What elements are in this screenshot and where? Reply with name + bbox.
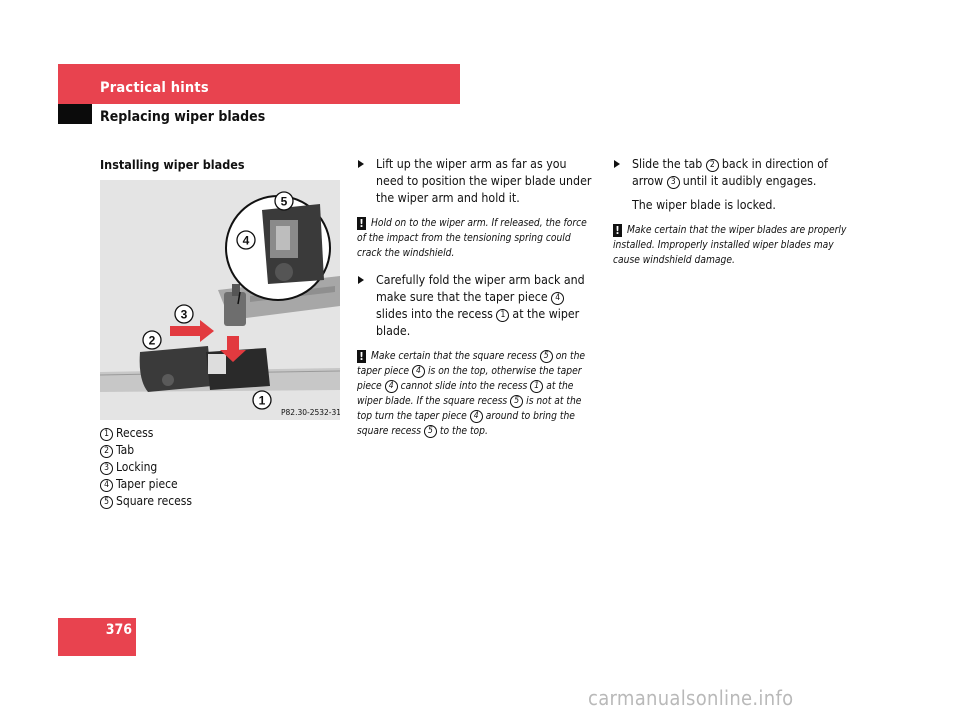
svg-text:5: 5 — [280, 194, 288, 209]
callout-2 — [143, 331, 161, 349]
figure-code: P82.30-2532-31 — [281, 408, 340, 417]
svg-text:4: 4 — [242, 233, 250, 248]
legend-item: 2 Tab — [100, 442, 192, 459]
warning-note-2: ! Make certain that the square recess 5 on the taper piece 4 is on the top, otherwise the taper piece 4 cannot slide into the recess 1 at the wiper blade. If the square recess 5 is not at the top turn the taper piece 4 around to bring the square recess 5 to the top. — [357, 350, 586, 437]
step-arrow-icon — [614, 160, 620, 168]
result-text: The wiper blade is locked. — [632, 198, 776, 212]
watermark: carmanualsonline.info — [588, 686, 794, 710]
callout-4 — [237, 231, 255, 249]
callout-5 — [275, 192, 293, 210]
step-slide-tab: Slide the tab 2 back in direction of arrow 3 until it audibly engages. — [613, 156, 857, 190]
wiper-illustration — [100, 180, 340, 420]
warning-note-1: ! Hold on to the wiper arm. If released, the force of the impact from the tensioning spring could crack the windshield. — [357, 217, 587, 259]
step-fold-arm: Carefully fold the wiper arm back and make sure that the taper piece 4slides into the recess 1 at the wiper blade. — [357, 272, 597, 340]
legend-item: 1 Recess — [100, 425, 192, 442]
callout-1 — [253, 391, 271, 409]
column-3 — [613, 156, 857, 268]
svg-text:1: 1 — [258, 393, 266, 408]
callout-3 — [175, 305, 193, 323]
section-subtitle: Replacing wiper blades — [100, 109, 266, 125]
header-tab-marker — [58, 104, 92, 124]
svg-text:2: 2 — [148, 333, 156, 348]
installing-title: Installing wiper blades — [100, 157, 245, 172]
page-number: 376 — [105, 622, 132, 638]
exclamation-icon: ! — [613, 224, 622, 237]
column-2 — [357, 156, 597, 439]
step-arrow-icon — [358, 160, 364, 168]
step-lift-arm: Lift up the wiper arm as far as you need to position the wiper blade under the wiper arm and hold it. — [357, 156, 597, 207]
exclamation-icon: ! — [357, 350, 366, 363]
svg-text:3: 3 — [180, 307, 188, 322]
wiper-figure — [100, 180, 340, 420]
warning-note-3: ! Make certain that the wiper blades are properly installed. Improperly installed wiper blades may cause windshield damage. — [613, 224, 847, 266]
legend-item: 4 Taper piece — [100, 476, 192, 493]
legend-item: 5 Square recess — [100, 493, 192, 510]
exclamation-icon: ! — [357, 217, 366, 230]
step-arrow-icon — [358, 276, 364, 284]
legend-item: 3 Locking — [100, 459, 192, 476]
chapter-title: Practical hints — [100, 80, 209, 96]
legend-list — [100, 425, 192, 510]
